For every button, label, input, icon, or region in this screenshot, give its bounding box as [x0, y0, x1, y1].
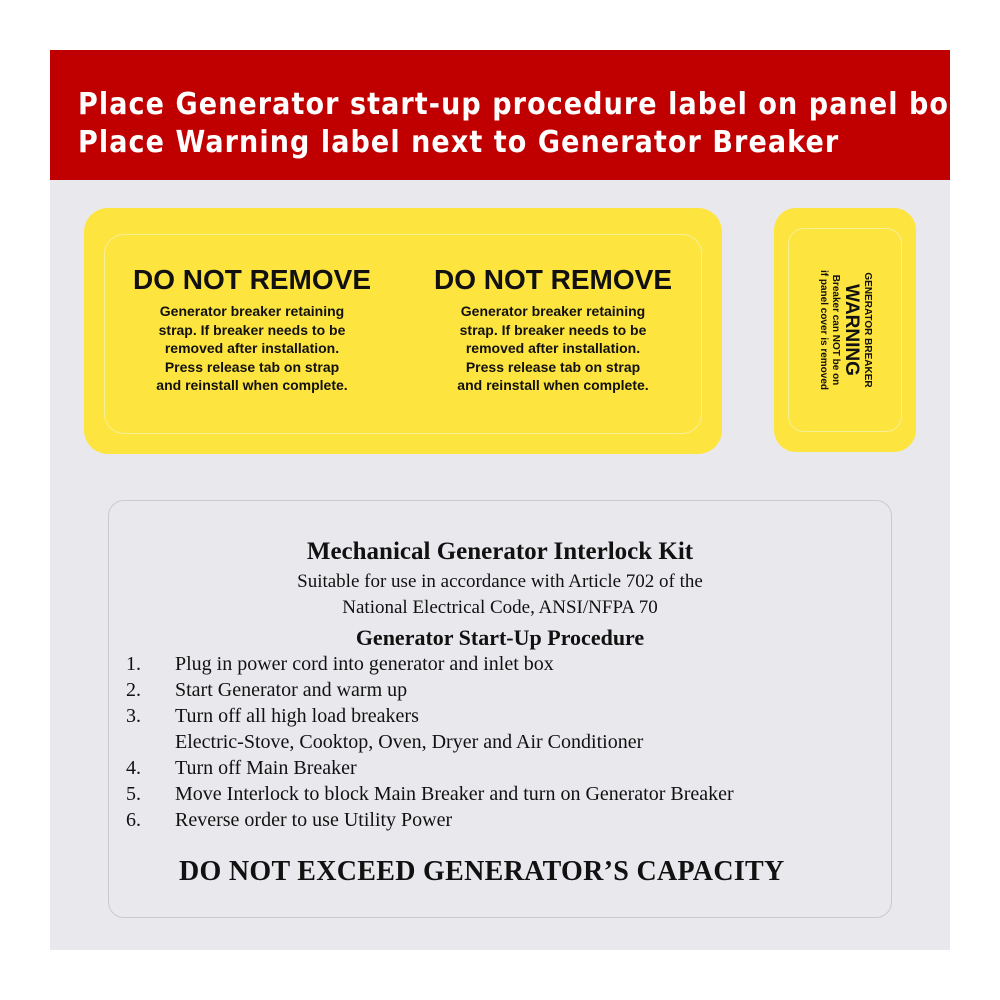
- procedure-step: [109, 781, 893, 807]
- step-text: Start Generator and warm up: [175, 679, 408, 701]
- strap-notice-body: [418, 302, 688, 395]
- banner-line-2: Place Warning label next to Generator Breaker: [78, 125, 840, 160]
- step-number: 5.: [126, 783, 141, 805]
- step-number: 6.: [126, 809, 141, 831]
- procedure-step: [109, 703, 893, 729]
- step-text: Move Interlock to block Main Breaker and turn on Generator Breaker: [175, 783, 734, 805]
- warning-title: WARNING: [841, 284, 862, 376]
- step-number: 4.: [126, 757, 141, 779]
- step-text: Reverse order to use Utility Power: [175, 809, 453, 831]
- do-not-remove-label: [84, 208, 722, 454]
- generator-breaker-warning-label: [774, 208, 916, 452]
- warning-line-2: if panel cover is removed: [818, 269, 829, 391]
- procedure-step: [109, 677, 893, 703]
- step-text: Turn off Main Breaker: [175, 757, 357, 779]
- step-text: Turn off all high load breakers: [175, 705, 419, 727]
- procedure-steps: [109, 651, 893, 833]
- procedure-heading: Generator Start-Up Procedure: [355, 625, 645, 650]
- strap-notice-left: [117, 264, 387, 395]
- strap-notice-line: removed after installation.: [465, 340, 641, 356]
- instruction-banner: [50, 50, 968, 180]
- start-up-procedure-label: [108, 500, 892, 918]
- warning-heading: GENERATOR BREAKER: [862, 272, 873, 388]
- strap-notice-line: strap. If breaker needs to be: [459, 321, 647, 338]
- procedure-step: [109, 807, 893, 833]
- procedure-step: [109, 651, 893, 677]
- procedure-subtitle-1: Suitable for use in accordance with Article 702 of the: [297, 571, 703, 592]
- warning-label-text: [817, 240, 873, 420]
- strap-notice-line: and reinstall when complete.: [156, 377, 348, 393]
- label-sheet: [50, 50, 968, 950]
- warning-line-1: Breaker can NOT be on: [830, 274, 841, 386]
- procedure-subtitle-2: National Electrical Code, ANSI/NFPA 70: [342, 597, 658, 618]
- step-text: Plug in power cord into generator and inlet box: [175, 653, 554, 675]
- procedure-step: [109, 755, 893, 781]
- strap-notice-line: Generator breaker retaining: [159, 303, 345, 319]
- capacity-caution: DO NOT EXCEED GENERATOR’S CAPACITY: [179, 856, 785, 887]
- step-continuation-text: Electric-Stove, Cooktop, Oven, Dryer and Air Conditioner: [175, 731, 644, 753]
- strap-notice-line: strap. If breaker needs to be: [158, 321, 346, 338]
- strap-notice-line: removed after installation.: [164, 340, 340, 356]
- step-number: 3.: [126, 705, 141, 727]
- strap-notice-line: Press release tab on strap: [465, 358, 641, 375]
- strap-notice-line: Press release tab on strap: [164, 358, 340, 375]
- strap-notice-right: [418, 264, 688, 395]
- strap-notice-body: [117, 302, 387, 395]
- step-number: 1.: [126, 653, 141, 675]
- strap-notice-title: DO NOT REMOVE: [132, 264, 371, 295]
- strap-notice-line: Generator breaker retaining: [460, 303, 646, 319]
- banner-line-1: Place Generator start-up procedure label on panel box: [78, 87, 968, 122]
- step-number: 2.: [126, 679, 141, 701]
- procedure-step-continuation: [109, 729, 893, 755]
- strap-notice-title: DO NOT REMOVE: [433, 264, 672, 295]
- procedure-title: Mechanical Generator Interlock Kit: [306, 538, 694, 565]
- strap-notice-line: and reinstall when complete.: [457, 377, 649, 393]
